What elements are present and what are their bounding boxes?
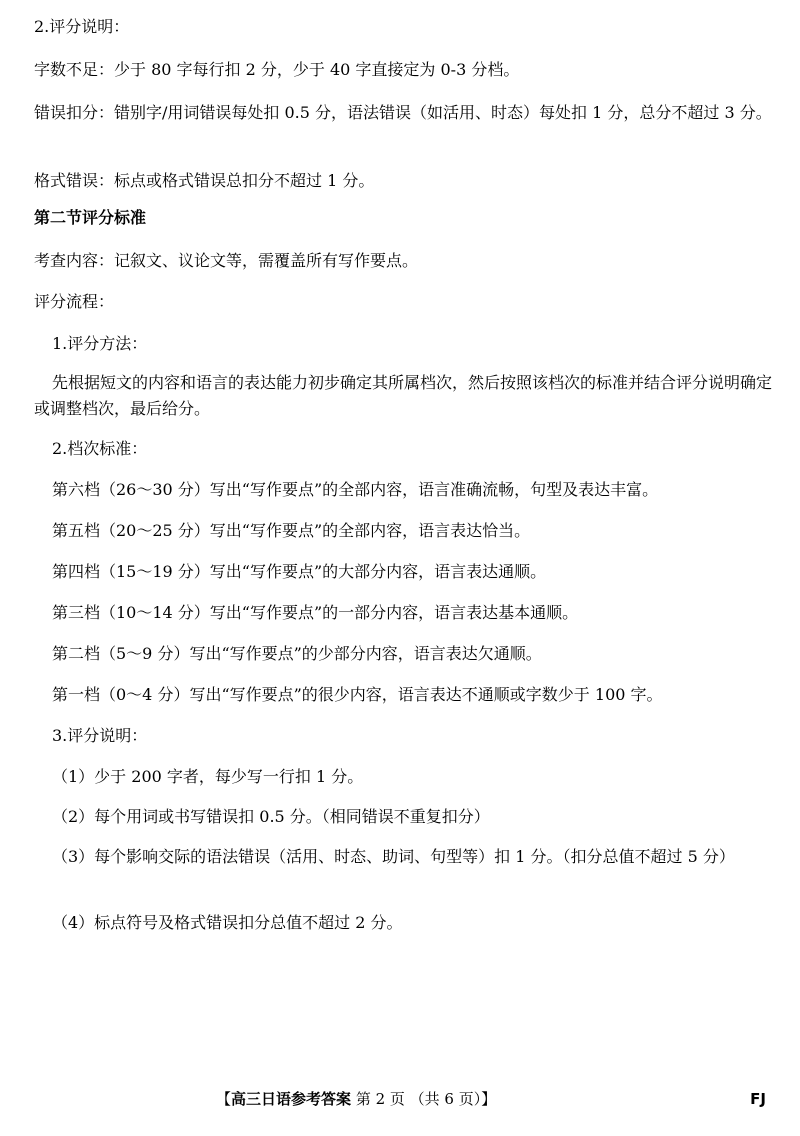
page-footer (0, 1086, 800, 1112)
rule-error-deduction: 错误扣分：错别字/用词错误每处扣 0.5 分，语法错误（如活用、时态）每处扣 1 分，总分不超过 3 分。 (34, 103, 772, 122)
grade-level-5: 第五档（20～25 分）写出“写作要点”的全部内容，语言表达恰当。 (52, 521, 531, 540)
grade-standards-heading: 2.档次标准： (52, 439, 148, 458)
footer-title: 高三日语参考答案 (231, 1090, 352, 1108)
scoring-note-4: （4）标点符号及格式错误扣分总值不超过 2 分。 (52, 913, 403, 932)
grade-level-3: 第三档（10～14 分）写出“写作要点”的一部分内容，语言表达基本通顺。 (52, 603, 579, 622)
footer-open-bracket: 【 (216, 1090, 232, 1108)
section-heading-part-two: 第二节评分标准 (34, 208, 147, 227)
scoring-method-text: 先根据短文的内容和语言的表达能力初步确定其所属档次，然后按照该档次的标准并结合评分说明确定或调整档次，最后给分。 (34, 373, 773, 418)
scoring-note-1: （1）少于 200 字者，每少写一行扣 1 分。 (52, 767, 364, 786)
footer-region-code: FJ (750, 1090, 766, 1108)
grade-level-1: 第一档（0～4 分）写出“写作要点”的很少内容，语言表达不通顺或字数少于 100 字。 (52, 685, 663, 704)
footer-page-label: 第 2 页 （共 6 页） (355, 1090, 482, 1108)
scoring-notes-heading: 3.评分说明： (52, 726, 148, 745)
scoring-process-label: 评分流程： (34, 292, 115, 311)
footer-close-bracket: 】 (481, 1090, 497, 1108)
rule-format-error: 格式错误：标点或格式错误总扣分不超过 1 分。 (34, 171, 375, 190)
scoring-note-2: （2）每个用词或书写错误扣 0.5 分。（相同错误不重复扣分） (52, 807, 490, 826)
footer-page-info (216, 1086, 496, 1112)
grade-level-6: 第六档（26～30 分）写出“写作要点”的全部内容，语言准确流畅，句型及表达丰富。 (52, 480, 659, 499)
exam-content: 考查内容：记叙文、议论文等，需覆盖所有写作要点。 (34, 251, 419, 270)
scoring-method-heading: 1.评分方法： (52, 334, 148, 353)
grade-level-2: 第二档（5～9 分）写出“写作要点”的少部分内容，语言表达欠通顺。 (52, 644, 542, 663)
scoring-note-3: （3）每个影响交际的语法错误（活用、时态、助词、句型等）扣 1 分。（扣分总值不超过 5 分） (52, 847, 735, 866)
rule-word-count: 字数不足：少于 80 字每行扣 2 分，少于 40 字直接定为 0-3 分档。 (34, 60, 520, 79)
section-subheading-scoring-notes: 2.评分说明： (34, 17, 130, 36)
grade-level-4: 第四档（15～19 分）写出“写作要点”的大部分内容，语言表达通顺。 (52, 562, 547, 581)
